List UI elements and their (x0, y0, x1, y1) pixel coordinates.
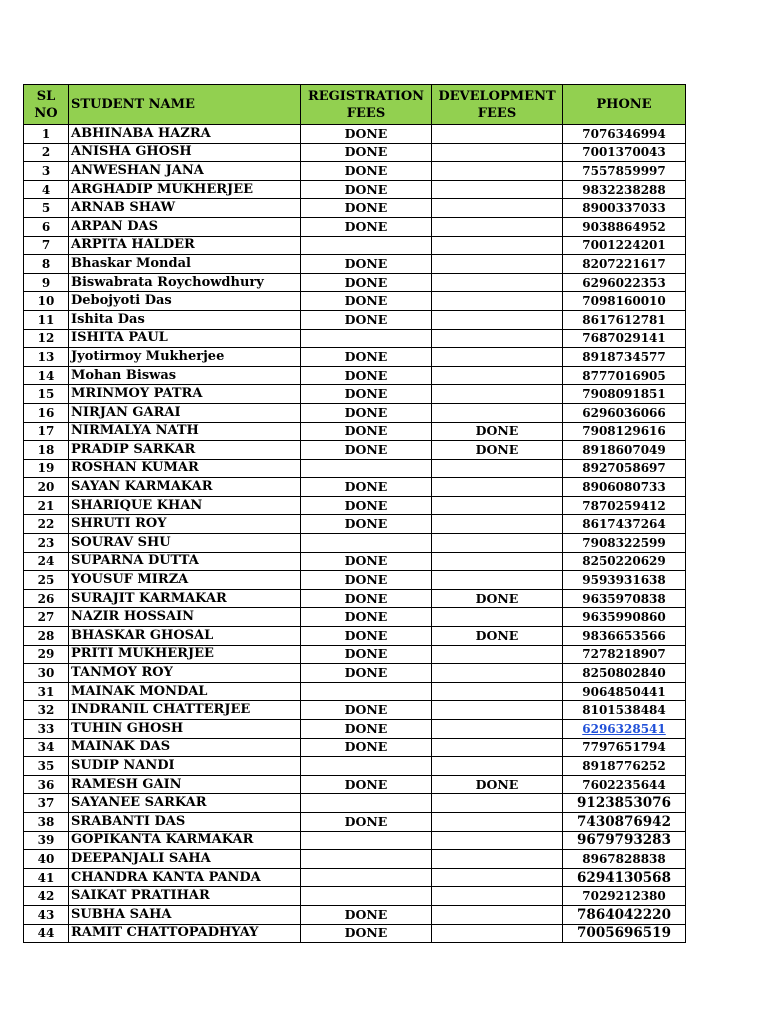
student-name-cell: NIRJAN GARAI (69, 403, 301, 422)
phone-cell: 8617612781 (563, 310, 686, 329)
header-phone: PHONE (563, 85, 686, 125)
sl-cell: 30 (24, 664, 69, 683)
sl-cell: 7 (24, 236, 69, 255)
table-row (24, 422, 686, 441)
registration-status-cell: DONE (301, 738, 432, 757)
registration-status-cell: DONE (301, 589, 432, 608)
sl-cell: 14 (24, 366, 69, 385)
student-name-cell: MRINMOY PATRA (69, 385, 301, 404)
development-status-cell (432, 236, 563, 255)
registration-status-cell: DONE (301, 720, 432, 739)
registration-status-cell (301, 682, 432, 701)
sl-cell: 29 (24, 645, 69, 664)
table-body (24, 125, 686, 943)
development-status-cell (432, 794, 563, 813)
header-registration-line2: FEES (346, 105, 386, 121)
phone-cell: 8927058697 (563, 459, 686, 478)
sl-cell: 11 (24, 310, 69, 329)
registration-status-cell: DONE (301, 310, 432, 329)
phone-cell: 6296036066 (563, 403, 686, 422)
table-row (24, 143, 686, 162)
phone-cell: 7001370043 (563, 143, 686, 162)
student-name-cell: Mohan Biswas (69, 366, 301, 385)
development-status-cell (432, 459, 563, 478)
table-row (24, 366, 686, 385)
phone-cell: 8250220629 (563, 552, 686, 571)
phone-cell: 7005696519 (563, 924, 686, 943)
sl-cell: 8 (24, 255, 69, 274)
table-row (24, 850, 686, 869)
registration-status-cell: DONE (301, 180, 432, 199)
student-name-cell: ARPAN DAS (69, 217, 301, 236)
phone-cell: 7687029141 (563, 329, 686, 348)
table-row (24, 348, 686, 367)
registration-status-cell: DONE (301, 664, 432, 683)
registration-status-cell (301, 459, 432, 478)
development-status-cell: DONE (432, 422, 563, 441)
development-status-cell: DONE (432, 775, 563, 794)
phone-cell: 8617437264 (563, 515, 686, 534)
phone-cell: 7870259412 (563, 496, 686, 515)
table-row (24, 571, 686, 590)
table-row (24, 459, 686, 478)
sl-cell: 1 (24, 125, 69, 144)
header-registration-fees (301, 85, 432, 125)
phone-cell: 7797651794 (563, 738, 686, 757)
student-name-cell: SUDIP NANDI (69, 757, 301, 776)
registration-status-cell: DONE (301, 645, 432, 664)
registration-status-cell: DONE (301, 403, 432, 422)
table-row (24, 701, 686, 720)
development-status-cell (432, 831, 563, 850)
student-name-cell: TANMOY ROY (69, 664, 301, 683)
sl-cell: 37 (24, 794, 69, 813)
sl-cell: 24 (24, 552, 69, 571)
table-row (24, 441, 686, 460)
student-name-cell: Bhaskar Mondal (69, 255, 301, 274)
development-status-cell (432, 329, 563, 348)
registration-status-cell: DONE (301, 515, 432, 534)
sl-cell: 5 (24, 199, 69, 218)
student-name-cell: PRADIP SARKAR (69, 441, 301, 460)
sl-cell: 35 (24, 757, 69, 776)
phone-cell: 9593931638 (563, 571, 686, 590)
table-row (24, 738, 686, 757)
development-status-cell (432, 143, 563, 162)
development-status-cell (432, 664, 563, 683)
student-name-cell: RAMIT CHATTOPADHYAY (69, 924, 301, 943)
development-status-cell (432, 310, 563, 329)
sl-cell: 42 (24, 887, 69, 906)
student-name-cell: NIRMALYA NATH (69, 422, 301, 441)
phone-cell: 8250802840 (563, 664, 686, 683)
registration-status-cell: DONE (301, 924, 432, 943)
phone-cell: 8918776252 (563, 757, 686, 776)
table-row (24, 812, 686, 831)
table-row (24, 255, 686, 274)
table-row (24, 627, 686, 646)
table-row (24, 757, 686, 776)
table-row (24, 217, 686, 236)
sl-cell: 38 (24, 812, 69, 831)
registration-status-cell: DONE (301, 775, 432, 794)
registration-status-cell (301, 887, 432, 906)
phone-cell: 9064850441 (563, 682, 686, 701)
sl-cell: 2 (24, 143, 69, 162)
student-name-cell: ARGHADIP MUKHERJEE (69, 180, 301, 199)
registration-status-cell: DONE (301, 422, 432, 441)
table-row (24, 868, 686, 887)
student-name-cell: GOPIKANTA KARMAKAR (69, 831, 301, 850)
phone-cell: 7557859997 (563, 162, 686, 181)
phone-cell: 8906080733 (563, 478, 686, 497)
registration-status-cell: DONE (301, 627, 432, 646)
phone-cell: 9635970838 (563, 589, 686, 608)
table-row (24, 180, 686, 199)
table-row (24, 682, 686, 701)
development-status-cell (432, 850, 563, 869)
phone-link[interactable]: 6296328541 (582, 721, 666, 736)
development-status-cell (432, 757, 563, 776)
student-name-cell: ISHITA PAUL (69, 329, 301, 348)
student-name-cell: SHARIQUE KHAN (69, 496, 301, 515)
student-name-cell: PRITI MUKHERJEE (69, 645, 301, 664)
table-header (24, 85, 686, 125)
sl-cell: 44 (24, 924, 69, 943)
development-status-cell (432, 868, 563, 887)
sl-cell: 21 (24, 496, 69, 515)
sl-cell: 33 (24, 720, 69, 739)
student-name-cell: TUHIN GHOSH (69, 720, 301, 739)
table-row (24, 831, 686, 850)
phone-cell: 6294130568 (563, 868, 686, 887)
sl-cell: 43 (24, 905, 69, 924)
sl-cell: 15 (24, 385, 69, 404)
development-status-cell (432, 403, 563, 422)
development-status-cell (432, 701, 563, 720)
table-row (24, 403, 686, 422)
phone-cell: 8900337033 (563, 199, 686, 218)
development-status-cell (432, 608, 563, 627)
phone-cell: 7864042220 (563, 905, 686, 924)
phone-cell: 7908091851 (563, 385, 686, 404)
student-name-cell: MAINAK DAS (69, 738, 301, 757)
sl-cell: 22 (24, 515, 69, 534)
development-status-cell: DONE (432, 589, 563, 608)
table-row (24, 125, 686, 144)
phone-cell: 7908129616 (563, 422, 686, 441)
sl-cell: 26 (24, 589, 69, 608)
registration-status-cell (301, 831, 432, 850)
phone-cell: 9832238288 (563, 180, 686, 199)
student-name-cell: ARPITA HALDER (69, 236, 301, 255)
student-name-cell: SURAJIT KARMAKAR (69, 589, 301, 608)
table-row (24, 496, 686, 515)
phone-cell: 7029212380 (563, 887, 686, 906)
development-status-cell (432, 534, 563, 553)
table-row (24, 236, 686, 255)
sl-cell: 3 (24, 162, 69, 181)
registration-status-cell: DONE (301, 496, 432, 515)
sl-cell: 34 (24, 738, 69, 757)
development-status-cell (432, 125, 563, 144)
registration-status-cell (301, 868, 432, 887)
student-name-cell: ARNAB SHAW (69, 199, 301, 218)
development-status-cell (432, 905, 563, 924)
table-row (24, 589, 686, 608)
table-row (24, 924, 686, 943)
table-row (24, 199, 686, 218)
sl-cell: 41 (24, 868, 69, 887)
registration-status-cell: DONE (301, 273, 432, 292)
sl-cell: 6 (24, 217, 69, 236)
development-status-cell (432, 366, 563, 385)
student-name-cell: SAYANEE SARKAR (69, 794, 301, 813)
registration-status-cell (301, 850, 432, 869)
student-name-cell: SAYAN KARMAKAR (69, 478, 301, 497)
development-status-cell (432, 738, 563, 757)
table-row (24, 552, 686, 571)
development-status-cell (432, 552, 563, 571)
development-status-cell (432, 348, 563, 367)
registration-status-cell: DONE (301, 199, 432, 218)
sl-cell: 18 (24, 441, 69, 460)
student-name-cell: Jyotirmoy Mukherjee (69, 348, 301, 367)
development-status-cell (432, 496, 563, 515)
student-name-cell: SAIKAT PRATIHAR (69, 887, 301, 906)
registration-status-cell: DONE (301, 385, 432, 404)
phone-cell: 8967828838 (563, 850, 686, 869)
sl-cell: 20 (24, 478, 69, 497)
phone-cell: 9635990860 (563, 608, 686, 627)
table-row (24, 608, 686, 627)
table-row (24, 887, 686, 906)
phone-cell: 7098160010 (563, 292, 686, 311)
header-development-line2: FEES (477, 105, 517, 121)
registration-status-cell: DONE (301, 292, 432, 311)
sl-cell: 10 (24, 292, 69, 311)
header-sl-no: SL NO (24, 85, 69, 125)
student-name-cell: RAMESH GAIN (69, 775, 301, 794)
student-name-cell: SUBHA SAHA (69, 905, 301, 924)
student-name-cell: SUPARNA DUTTA (69, 552, 301, 571)
table-row (24, 534, 686, 553)
sl-cell: 36 (24, 775, 69, 794)
development-status-cell (432, 887, 563, 906)
registration-status-cell: DONE (301, 552, 432, 571)
table-row (24, 720, 686, 739)
registration-status-cell: DONE (301, 441, 432, 460)
development-status-cell (432, 682, 563, 701)
sl-cell: 23 (24, 534, 69, 553)
table-row (24, 310, 686, 329)
table-row (24, 385, 686, 404)
phone-cell: 7908322599 (563, 534, 686, 553)
development-status-cell (432, 478, 563, 497)
development-status-cell (432, 571, 563, 590)
table-row (24, 515, 686, 534)
phone-cell: 8207221617 (563, 255, 686, 274)
development-status-cell (432, 217, 563, 236)
phone-cell: 8777016905 (563, 366, 686, 385)
registration-status-cell: DONE (301, 812, 432, 831)
student-name-cell: Debojyoti Das (69, 292, 301, 311)
sl-cell: 12 (24, 329, 69, 348)
sl-cell: 4 (24, 180, 69, 199)
registration-status-cell: DONE (301, 478, 432, 497)
registration-status-cell: DONE (301, 608, 432, 627)
student-name-cell: SHRUTI ROY (69, 515, 301, 534)
phone-cell (563, 720, 686, 739)
student-name-cell: Ishita Das (69, 310, 301, 329)
development-status-cell (432, 199, 563, 218)
student-name-cell: ANISHA GHOSH (69, 143, 301, 162)
development-status-cell: DONE (432, 627, 563, 646)
table-row (24, 664, 686, 683)
development-status-cell (432, 255, 563, 274)
registration-status-cell: DONE (301, 143, 432, 162)
registration-status-cell: DONE (301, 571, 432, 590)
registration-status-cell: DONE (301, 701, 432, 720)
registration-status-cell (301, 329, 432, 348)
table-row (24, 329, 686, 348)
registration-status-cell (301, 794, 432, 813)
development-status-cell (432, 180, 563, 199)
sl-cell: 16 (24, 403, 69, 422)
student-name-cell: YOUSUF MIRZA (69, 571, 301, 590)
phone-cell: 9123853076 (563, 794, 686, 813)
header-development-line1: DEVELOPMENT (438, 88, 556, 104)
registration-status-cell (301, 534, 432, 553)
student-name-cell: SOURAV SHU (69, 534, 301, 553)
phone-cell: 8918734577 (563, 348, 686, 367)
header-registration-line1: REGISTRATION (307, 88, 425, 104)
phone-cell: 6296022353 (563, 273, 686, 292)
registration-status-cell: DONE (301, 217, 432, 236)
student-name-cell: BHASKAR GHOSAL (69, 627, 301, 646)
registration-status-cell (301, 236, 432, 255)
student-name-cell: NAZIR HOSSAIN (69, 608, 301, 627)
sl-cell: 9 (24, 273, 69, 292)
development-status-cell: DONE (432, 441, 563, 460)
phone-cell: 9038864952 (563, 217, 686, 236)
phone-cell: 7602235644 (563, 775, 686, 794)
development-status-cell (432, 162, 563, 181)
phone-cell: 9836653566 (563, 627, 686, 646)
sl-cell: 28 (24, 627, 69, 646)
registration-status-cell: DONE (301, 348, 432, 367)
registration-status-cell: DONE (301, 162, 432, 181)
table-row (24, 273, 686, 292)
sl-cell: 25 (24, 571, 69, 590)
development-status-cell (432, 273, 563, 292)
sl-cell: 17 (24, 422, 69, 441)
student-fees-table (23, 84, 686, 943)
table-row (24, 162, 686, 181)
student-name-cell: ROSHAN KUMAR (69, 459, 301, 478)
development-status-cell (432, 812, 563, 831)
phone-cell: 8101538484 (563, 701, 686, 720)
header-row (24, 85, 686, 125)
table-row (24, 794, 686, 813)
student-name-cell: DEEPANJALI SAHA (69, 850, 301, 869)
student-name-cell: CHANDRA KANTA PANDA (69, 868, 301, 887)
development-status-cell (432, 292, 563, 311)
sl-cell: 27 (24, 608, 69, 627)
phone-cell: 9679793283 (563, 831, 686, 850)
table-row (24, 478, 686, 497)
development-status-cell (432, 515, 563, 534)
student-name-cell: ABHINABA HAZRA (69, 125, 301, 144)
sl-cell: 32 (24, 701, 69, 720)
development-status-cell (432, 924, 563, 943)
student-name-cell: MAINAK MONDAL (69, 682, 301, 701)
sl-cell: 13 (24, 348, 69, 367)
header-student-name: STUDENT NAME (69, 85, 301, 125)
sl-cell: 39 (24, 831, 69, 850)
table-row (24, 905, 686, 924)
phone-cell: 7001224201 (563, 236, 686, 255)
registration-status-cell: DONE (301, 255, 432, 274)
sl-cell: 31 (24, 682, 69, 701)
development-status-cell (432, 720, 563, 739)
table-row (24, 292, 686, 311)
phone-cell: 7430876942 (563, 812, 686, 831)
student-name-cell: ANWESHAN JANA (69, 162, 301, 181)
sl-cell: 19 (24, 459, 69, 478)
development-status-cell (432, 385, 563, 404)
header-development-fees (432, 85, 563, 125)
sl-cell: 40 (24, 850, 69, 869)
registration-status-cell: DONE (301, 125, 432, 144)
student-name-cell: SRABANTI DAS (69, 812, 301, 831)
student-name-cell: INDRANIL CHATTERJEE (69, 701, 301, 720)
phone-cell: 8918607049 (563, 441, 686, 460)
registration-status-cell (301, 757, 432, 776)
registration-status-cell: DONE (301, 366, 432, 385)
table-row (24, 645, 686, 664)
phone-cell: 7278218907 (563, 645, 686, 664)
phone-cell: 7076346994 (563, 125, 686, 144)
development-status-cell (432, 645, 563, 664)
table-row (24, 775, 686, 794)
student-name-cell: Biswabrata Roychowdhury (69, 273, 301, 292)
registration-status-cell: DONE (301, 905, 432, 924)
